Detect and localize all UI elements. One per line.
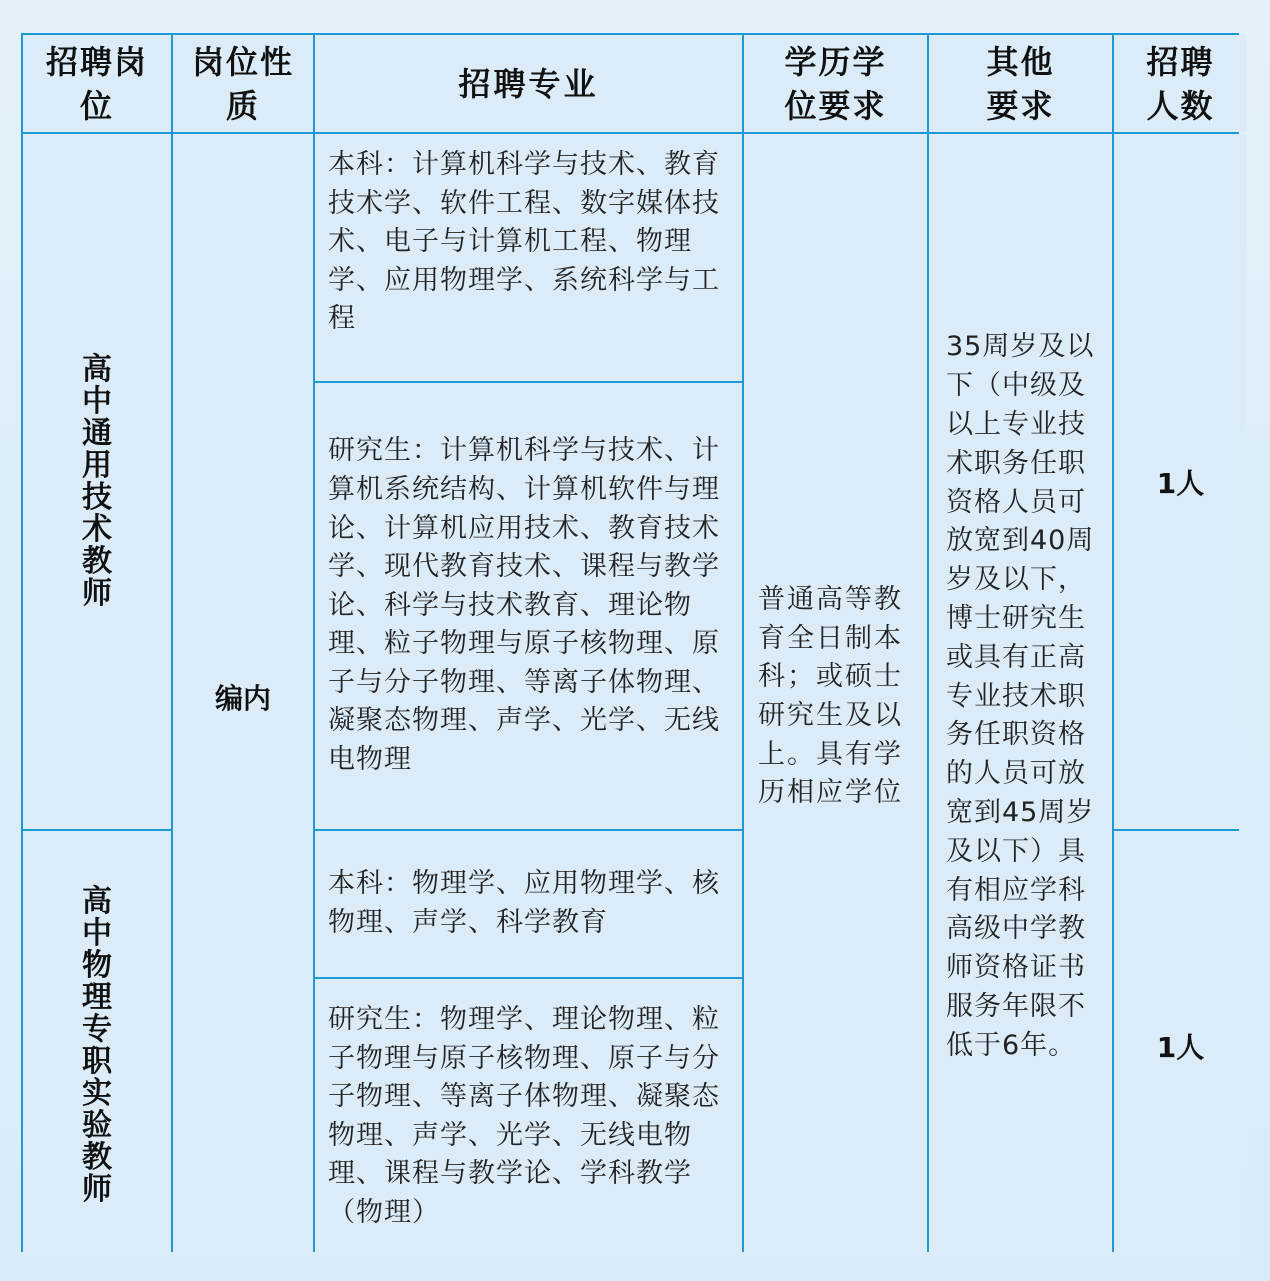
header-degree xyxy=(744,35,927,132)
other-cell xyxy=(929,134,1112,1260)
major-graduate: 研究生：物理学、理论物理、粒子物理与原子核物理、原子与分子物理、等离子体物理、凝聚态物理、声学、光学、无线电物理、课程与教学论、学科教学（物理） xyxy=(328,1004,720,1228)
major-graduate: 研究生：计算机科学与技术、计算机系统结构、计算机软件与理论、计算机应用技术、教育技术学、现代教育技术、课程与教学论、科学与技术教育、理论物理、粒子物理与原子核物理、原子与分子物理、等离子体物理、凝聚态物理、声学、光学、无线电物理 xyxy=(328,435,720,776)
nature-value: 编内 xyxy=(214,682,271,715)
header-other-text: 其他要求 xyxy=(986,42,1055,125)
header-major-text: 招聘专业 xyxy=(458,64,599,103)
other-value: 35周岁及以下（中级及以上专业技术职务任职资格人员可放宽到40周岁及以下，博士研究生或具有正高专业技术职务任职资格的人员可放宽到45周岁及以下）具有相应学科高级中学教师资格证书服务年限不低于6年。 xyxy=(946,331,1095,1061)
nature-cell xyxy=(173,134,313,1260)
position-title: 高中物理专职实验教师 xyxy=(82,883,112,1207)
major-graduate-cell xyxy=(315,979,742,1260)
count-value: 1人 xyxy=(1156,1030,1205,1064)
position-title: 高中通用技术教师 xyxy=(82,351,112,611)
header-nature xyxy=(173,35,313,132)
count-cell xyxy=(1114,134,1247,829)
degree-value: 普通高等教育全日制本科；或硕士研究生及以上。具有学历相应学位 xyxy=(758,584,903,809)
position-title-cell xyxy=(23,134,171,829)
count-cell xyxy=(1114,831,1247,1260)
header-major xyxy=(315,35,742,132)
header-position xyxy=(23,35,171,132)
header-other xyxy=(929,35,1112,132)
header-degree-text: 学历学位要求 xyxy=(784,42,887,125)
major-graduate-cell xyxy=(315,383,742,829)
major-undergrad-cell xyxy=(315,134,742,381)
position-title-cell xyxy=(23,831,171,1260)
major-undergrad-cell xyxy=(315,831,742,977)
header-count xyxy=(1114,35,1247,132)
major-undergrad: 本科：物理学、应用物理学、核物理、声学、科学教育 xyxy=(328,868,720,938)
recruitment-table xyxy=(21,33,1239,1252)
degree-cell xyxy=(744,134,927,1260)
header-position-text: 招聘岗位 xyxy=(45,42,148,125)
header-nature-text: 岗位性质 xyxy=(191,42,294,125)
header-count-text: 招聘人数 xyxy=(1146,42,1215,125)
major-undergrad: 本科：计算机科学与技术、教育技术学、软件工程、数字媒体技术、电子与计算机工程、物理学、应用物理学、系统科学与工程 xyxy=(328,149,720,335)
count-value: 1人 xyxy=(1156,466,1205,500)
